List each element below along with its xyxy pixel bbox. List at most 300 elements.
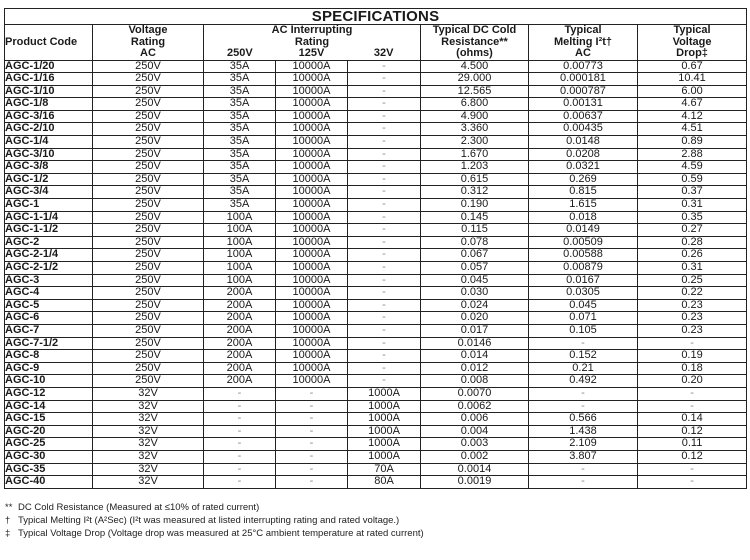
cell-dc-resistance: 0.0019 [421, 476, 529, 489]
table-row [5, 324, 747, 337]
cell-voltage-drop: 0.11 [638, 438, 747, 451]
cell-product-code: AGC-3/8 [5, 161, 93, 174]
cell-voltage-drop: - [638, 476, 747, 489]
table-row [5, 299, 747, 312]
cell-melting-i2t: 0.0208 [529, 148, 638, 161]
cell-dc-resistance: 4.900 [421, 110, 529, 123]
cell-ac-125v: - [276, 450, 348, 463]
header-ac-interrupting [204, 25, 421, 61]
table-row [5, 173, 747, 186]
table-row [5, 337, 747, 350]
cell-ac-250v: 35A [204, 85, 276, 98]
cell-melting-i2t: 0.000181 [529, 73, 638, 86]
cell-ac-250v: 35A [204, 110, 276, 123]
cell-ac-32v: - [348, 60, 421, 73]
cell-melting-i2t: 0.000787 [529, 85, 638, 98]
cell-ac-125v: 10000A [276, 73, 348, 86]
cell-ac-125v: 10000A [276, 375, 348, 388]
header-line: AC Interrupting [271, 24, 353, 36]
cell-ac-32v: - [348, 274, 421, 287]
cell-product-code: AGC-15 [5, 413, 93, 426]
cell-ac-250v: 35A [204, 60, 276, 73]
cell-product-code: AGC-40 [5, 476, 93, 489]
cell-voltage-drop: 0.22 [638, 287, 747, 300]
cell-voltage-rating: 250V [93, 262, 204, 275]
cell-ac-250v: 200A [204, 287, 276, 300]
cell-ac-32v: 80A [348, 476, 421, 489]
cell-voltage-drop: 6.00 [638, 85, 747, 98]
cell-dc-resistance: 0.078 [421, 236, 529, 249]
cell-ac-32v: 1000A [348, 450, 421, 463]
cell-ac-125v: 10000A [276, 224, 348, 237]
cell-dc-resistance: 1.670 [421, 148, 529, 161]
cell-voltage-rating: 32V [93, 425, 204, 438]
header-voltage-rating [93, 25, 204, 61]
footnote [5, 514, 424, 527]
table-row [5, 362, 747, 375]
cell-voltage-drop: 0.67 [638, 60, 747, 73]
cell-dc-resistance: 0.006 [421, 413, 529, 426]
cell-voltage-drop: 0.18 [638, 362, 747, 375]
cell-voltage-rating: 32V [93, 463, 204, 476]
cell-product-code: AGC-1/4 [5, 136, 93, 149]
cell-ac-32v: - [348, 98, 421, 111]
cell-voltage-rating: 250V [93, 136, 204, 149]
cell-product-code: AGC-12 [5, 387, 93, 400]
cell-voltage-rating: 32V [93, 400, 204, 413]
header-melting [529, 25, 638, 61]
cell-melting-i2t: 0.21 [529, 362, 638, 375]
cell-voltage-rating: 250V [93, 249, 204, 262]
cell-voltage-rating: 250V [93, 312, 204, 325]
cell-voltage-drop: 0.27 [638, 224, 747, 237]
cell-dc-resistance: 0.115 [421, 224, 529, 237]
cell-voltage-drop: 4.12 [638, 110, 747, 123]
cell-voltage-rating: 250V [93, 199, 204, 212]
cell-melting-i2t: - [529, 400, 638, 413]
cell-voltage-drop: 4.59 [638, 161, 747, 174]
header-product-code: Product Code [5, 25, 93, 61]
cell-product-code: AGC-30 [5, 450, 93, 463]
cell-ac-250v: 200A [204, 312, 276, 325]
table-row [5, 199, 747, 212]
cell-product-code: AGC-3/16 [5, 110, 93, 123]
cell-dc-resistance: 0.312 [421, 186, 529, 199]
header-line: Drop‡ [676, 47, 708, 59]
table-row [5, 236, 747, 249]
cell-ac-125v: 10000A [276, 236, 348, 249]
cell-product-code: AGC-3/10 [5, 148, 93, 161]
cell-voltage-rating: 250V [93, 85, 204, 98]
cell-ac-32v: - [348, 337, 421, 350]
cell-product-code: AGC-14 [5, 400, 93, 413]
table-row [5, 110, 747, 123]
cell-dc-resistance: 0.045 [421, 274, 529, 287]
cell-voltage-drop: 0.26 [638, 249, 747, 262]
cell-voltage-rating: 250V [93, 186, 204, 199]
cell-melting-i2t: 0.152 [529, 350, 638, 363]
cell-product-code: AGC-20 [5, 425, 93, 438]
cell-voltage-drop: 0.31 [638, 199, 747, 212]
table-row [5, 375, 747, 388]
cell-dc-resistance: 0.024 [421, 299, 529, 312]
cell-product-code: AGC-4 [5, 287, 93, 300]
cell-dc-resistance: 0.014 [421, 350, 529, 363]
cell-melting-i2t: 1.438 [529, 425, 638, 438]
cell-ac-125v: 10000A [276, 161, 348, 174]
cell-ac-250v: 100A [204, 236, 276, 249]
cell-ac-250v: 200A [204, 337, 276, 350]
cell-voltage-drop: 0.19 [638, 350, 747, 363]
cell-melting-i2t: 0.00588 [529, 249, 638, 262]
table-row [5, 211, 747, 224]
cell-melting-i2t: 0.00637 [529, 110, 638, 123]
cell-ac-250v: 100A [204, 249, 276, 262]
cell-ac-250v: 35A [204, 161, 276, 174]
cell-ac-250v: 35A [204, 186, 276, 199]
cell-dc-resistance: 0.0014 [421, 463, 529, 476]
table-row [5, 438, 747, 451]
cell-ac-32v: - [348, 287, 421, 300]
footnote [5, 527, 424, 540]
cell-dc-resistance: 12.565 [421, 85, 529, 98]
header-line: (ohms) [456, 47, 493, 59]
cell-product-code: AGC-35 [5, 463, 93, 476]
cell-voltage-rating: 250V [93, 98, 204, 111]
cell-product-code: AGC-7 [5, 324, 93, 337]
cell-melting-i2t: 1.615 [529, 199, 638, 212]
cell-melting-i2t: 0.0148 [529, 136, 638, 149]
cell-ac-250v: 200A [204, 350, 276, 363]
header-line: Rating [294, 35, 330, 48]
cell-ac-125v: 10000A [276, 186, 348, 199]
table-row [5, 450, 747, 463]
cell-ac-125v: 10000A [276, 85, 348, 98]
cell-ac-32v: - [348, 324, 421, 337]
cell-product-code: AGC-1/20 [5, 60, 93, 73]
cell-ac-32v: 70A [348, 463, 421, 476]
table-row [5, 73, 747, 86]
cell-dc-resistance: 0.615 [421, 173, 529, 186]
cell-ac-125v: - [276, 476, 348, 489]
cell-dc-resistance: 4.500 [421, 60, 529, 73]
cell-ac-32v: - [348, 148, 421, 161]
cell-dc-resistance: 0.030 [421, 287, 529, 300]
cell-voltage-drop: 0.59 [638, 173, 747, 186]
header-32v: 32V [373, 47, 394, 59]
cell-ac-125v: 10000A [276, 123, 348, 136]
table-row [5, 249, 747, 262]
cell-voltage-rating: 250V [93, 362, 204, 375]
table-row [5, 148, 747, 161]
cell-melting-i2t: 0.00773 [529, 60, 638, 73]
cell-voltage-rating: 250V [93, 350, 204, 363]
cell-voltage-rating: 250V [93, 299, 204, 312]
cell-voltage-drop: - [638, 337, 747, 350]
cell-voltage-drop: 4.67 [638, 98, 747, 111]
cell-melting-i2t: 0.105 [529, 324, 638, 337]
cell-voltage-drop: 0.12 [638, 425, 747, 438]
cell-dc-resistance: 0.008 [421, 375, 529, 388]
cell-ac-250v: - [204, 387, 276, 400]
cell-melting-i2t: 0.0149 [529, 224, 638, 237]
footnote-text: Typical Voltage Drop (Voltage drop was measured at 25°C ambient temperature at rated current) [18, 528, 424, 539]
cell-voltage-rating: 32V [93, 413, 204, 426]
cell-melting-i2t: 0.00509 [529, 236, 638, 249]
cell-voltage-drop: 0.23 [638, 312, 747, 325]
cell-dc-resistance: 0.057 [421, 262, 529, 275]
cell-ac-250v: 100A [204, 274, 276, 287]
header-line: Typical [673, 24, 711, 36]
cell-ac-250v: 35A [204, 73, 276, 86]
cell-ac-32v: 1000A [348, 387, 421, 400]
cell-ac-125v: 10000A [276, 312, 348, 325]
header-line: AC [140, 47, 156, 59]
cell-melting-i2t: 2.109 [529, 438, 638, 451]
cell-ac-32v: - [348, 262, 421, 275]
cell-voltage-rating: 250V [93, 60, 204, 73]
cell-voltage-drop: - [638, 387, 747, 400]
table-row [5, 387, 747, 400]
cell-melting-i2t: 0.815 [529, 186, 638, 199]
table-row [5, 287, 747, 300]
table-row [5, 123, 747, 136]
cell-voltage-rating: 250V [93, 123, 204, 136]
table-row [5, 400, 747, 413]
cell-voltage-rating: 250V [93, 110, 204, 123]
cell-voltage-drop: 2.88 [638, 148, 747, 161]
cell-dc-resistance: 2.300 [421, 136, 529, 149]
cell-product-code: AGC-8 [5, 350, 93, 363]
cell-voltage-drop: 0.12 [638, 450, 747, 463]
header-line: AC [575, 47, 591, 59]
cell-voltage-rating: 250V [93, 148, 204, 161]
cell-voltage-drop: 0.14 [638, 413, 747, 426]
cell-voltage-rating: 250V [93, 236, 204, 249]
footnote-text: Typical Melting I²t (A²Sec) (I²t was measured at listed interrupting rating and rated voltage.) [18, 515, 400, 526]
cell-dc-resistance: 6.800 [421, 98, 529, 111]
table-row [5, 60, 747, 73]
table-row [5, 136, 747, 149]
cell-ac-125v: 10000A [276, 262, 348, 275]
cell-melting-i2t: - [529, 476, 638, 489]
table-row [5, 463, 747, 476]
cell-voltage-drop: 0.89 [638, 136, 747, 149]
table-row [5, 262, 747, 275]
cell-melting-i2t: 0.00435 [529, 123, 638, 136]
cell-ac-250v: - [204, 476, 276, 489]
cell-ac-125v: 10000A [276, 211, 348, 224]
cell-product-code: AGC-1/16 [5, 73, 93, 86]
cell-ac-125v: 10000A [276, 362, 348, 375]
cell-ac-32v: - [348, 123, 421, 136]
header-line: Voltage [128, 24, 168, 36]
cell-ac-250v: - [204, 413, 276, 426]
header-125v: 125V [298, 47, 325, 59]
cell-product-code: AGC-1 [5, 199, 93, 212]
cell-product-code: AGC-5 [5, 299, 93, 312]
cell-ac-32v: - [348, 161, 421, 174]
table-row [5, 98, 747, 111]
footnotes [5, 501, 424, 540]
cell-dc-resistance: 0.017 [421, 324, 529, 337]
cell-dc-resistance: 0.145 [421, 211, 529, 224]
cell-dc-resistance: 0.0062 [421, 400, 529, 413]
cell-voltage-drop: - [638, 463, 747, 476]
cell-dc-resistance: 0.003 [421, 438, 529, 451]
cell-ac-125v: - [276, 387, 348, 400]
cell-ac-125v: 10000A [276, 324, 348, 337]
cell-ac-125v: 10000A [276, 136, 348, 149]
cell-ac-250v: 200A [204, 324, 276, 337]
cell-ac-32v: - [348, 312, 421, 325]
header-line: Resistance** [441, 35, 508, 48]
cell-voltage-rating: 250V [93, 173, 204, 186]
cell-voltage-rating: 250V [93, 73, 204, 86]
cell-product-code: AGC-2/10 [5, 123, 93, 136]
cell-voltage-drop: 0.23 [638, 324, 747, 337]
cell-ac-125v: - [276, 438, 348, 451]
cell-ac-125v: - [276, 425, 348, 438]
cell-ac-32v: - [348, 85, 421, 98]
cell-ac-32v: - [348, 236, 421, 249]
cell-melting-i2t: 0.566 [529, 413, 638, 426]
table-row [5, 425, 747, 438]
cell-voltage-drop: 0.23 [638, 299, 747, 312]
cell-ac-32v: - [348, 73, 421, 86]
cell-ac-125v: 10000A [276, 199, 348, 212]
footnote-symbol: ** [5, 502, 13, 513]
cell-ac-125v: 10000A [276, 299, 348, 312]
header-line: Typical [564, 24, 602, 36]
cell-melting-i2t: 3.807 [529, 450, 638, 463]
cell-product-code: AGC-2 [5, 236, 93, 249]
cell-ac-250v: 35A [204, 136, 276, 149]
cell-ac-250v: 200A [204, 375, 276, 388]
cell-melting-i2t: 0.071 [529, 312, 638, 325]
cell-dc-resistance: 0.190 [421, 199, 529, 212]
table-row [5, 274, 747, 287]
cell-ac-250v: 100A [204, 224, 276, 237]
cell-voltage-rating: 32V [93, 450, 204, 463]
cell-dc-resistance: 29.000 [421, 73, 529, 86]
cell-ac-125v: 10000A [276, 287, 348, 300]
cell-ac-32v: - [348, 375, 421, 388]
cell-ac-32v: 1000A [348, 438, 421, 451]
cell-voltage-drop: 4.51 [638, 123, 747, 136]
cell-ac-250v: 35A [204, 199, 276, 212]
cell-ac-125v: 10000A [276, 173, 348, 186]
cell-melting-i2t: 0.0305 [529, 287, 638, 300]
cell-product-code: AGC-2-1/2 [5, 262, 93, 275]
cell-ac-32v: - [348, 110, 421, 123]
cell-ac-125v: 10000A [276, 110, 348, 123]
cell-product-code: AGC-25 [5, 438, 93, 451]
cell-melting-i2t: 0.00879 [529, 262, 638, 275]
cell-ac-250v: 35A [204, 98, 276, 111]
cell-melting-i2t: 0.0167 [529, 274, 638, 287]
cell-melting-i2t: 0.018 [529, 211, 638, 224]
cell-ac-32v: - [348, 362, 421, 375]
cell-ac-32v: 1000A [348, 413, 421, 426]
cell-dc-resistance: 0.012 [421, 362, 529, 375]
cell-voltage-rating: 250V [93, 375, 204, 388]
table-title: SPECIFICATIONS [5, 9, 747, 25]
header-line: Rating [130, 35, 166, 48]
cell-ac-125v: 10000A [276, 249, 348, 262]
cell-melting-i2t: 0.269 [529, 173, 638, 186]
table-row [5, 224, 747, 237]
table-row [5, 350, 747, 363]
table-row [5, 413, 747, 426]
cell-voltage-drop: 10.41 [638, 73, 747, 86]
cell-ac-32v: - [348, 173, 421, 186]
cell-melting-i2t: - [529, 387, 638, 400]
cell-ac-125v: 10000A [276, 60, 348, 73]
cell-voltage-rating: 250V [93, 324, 204, 337]
cell-dc-resistance: 0.002 [421, 450, 529, 463]
table-row [5, 161, 747, 174]
cell-voltage-rating: 250V [93, 337, 204, 350]
cell-voltage-rating: 250V [93, 161, 204, 174]
cell-ac-125v: - [276, 400, 348, 413]
cell-ac-125v: - [276, 463, 348, 476]
cell-voltage-drop: 0.28 [638, 236, 747, 249]
cell-ac-32v: 1000A [348, 425, 421, 438]
cell-ac-125v: - [276, 413, 348, 426]
cell-ac-250v: 35A [204, 123, 276, 136]
cell-dc-resistance: 0.020 [421, 312, 529, 325]
cell-ac-32v: - [348, 186, 421, 199]
cell-ac-250v: - [204, 400, 276, 413]
cell-product-code: AGC-9 [5, 362, 93, 375]
header-250v: 250V [226, 47, 253, 59]
cell-ac-32v: - [348, 224, 421, 237]
cell-dc-resistance: 0.067 [421, 249, 529, 262]
cell-product-code: AGC-2-1/4 [5, 249, 93, 262]
footnote [5, 501, 424, 514]
cell-ac-32v: - [348, 350, 421, 363]
cell-voltage-drop: 0.37 [638, 186, 747, 199]
cell-product-code: AGC-1-1/2 [5, 224, 93, 237]
cell-voltage-drop: - [638, 400, 747, 413]
cell-dc-resistance: 0.0070 [421, 387, 529, 400]
header-line: Melting I²t† [553, 35, 613, 48]
cell-melting-i2t: 0.00131 [529, 98, 638, 111]
cell-dc-resistance: 1.203 [421, 161, 529, 174]
cell-melting-i2t: 0.0321 [529, 161, 638, 174]
cell-ac-32v: - [348, 211, 421, 224]
specifications-table [4, 8, 747, 489]
cell-melting-i2t: - [529, 337, 638, 350]
header-line: Typical DC Cold [432, 24, 517, 36]
cell-dc-resistance: 0.0146 [421, 337, 529, 350]
cell-product-code: AGC-1/10 [5, 85, 93, 98]
cell-dc-resistance: 3.360 [421, 123, 529, 136]
footnote-symbol: ‡ [5, 528, 11, 539]
cell-product-code: AGC-3 [5, 274, 93, 287]
cell-voltage-rating: 250V [93, 287, 204, 300]
cell-ac-32v: 1000A [348, 400, 421, 413]
cell-melting-i2t: 0.045 [529, 299, 638, 312]
cell-ac-32v: - [348, 249, 421, 262]
cell-ac-250v: - [204, 425, 276, 438]
cell-product-code: AGC-1-1/4 [5, 211, 93, 224]
footnote-symbol: † [5, 515, 11, 526]
cell-voltage-drop: 0.20 [638, 375, 747, 388]
cell-ac-32v: - [348, 299, 421, 312]
cell-ac-125v: 10000A [276, 148, 348, 161]
